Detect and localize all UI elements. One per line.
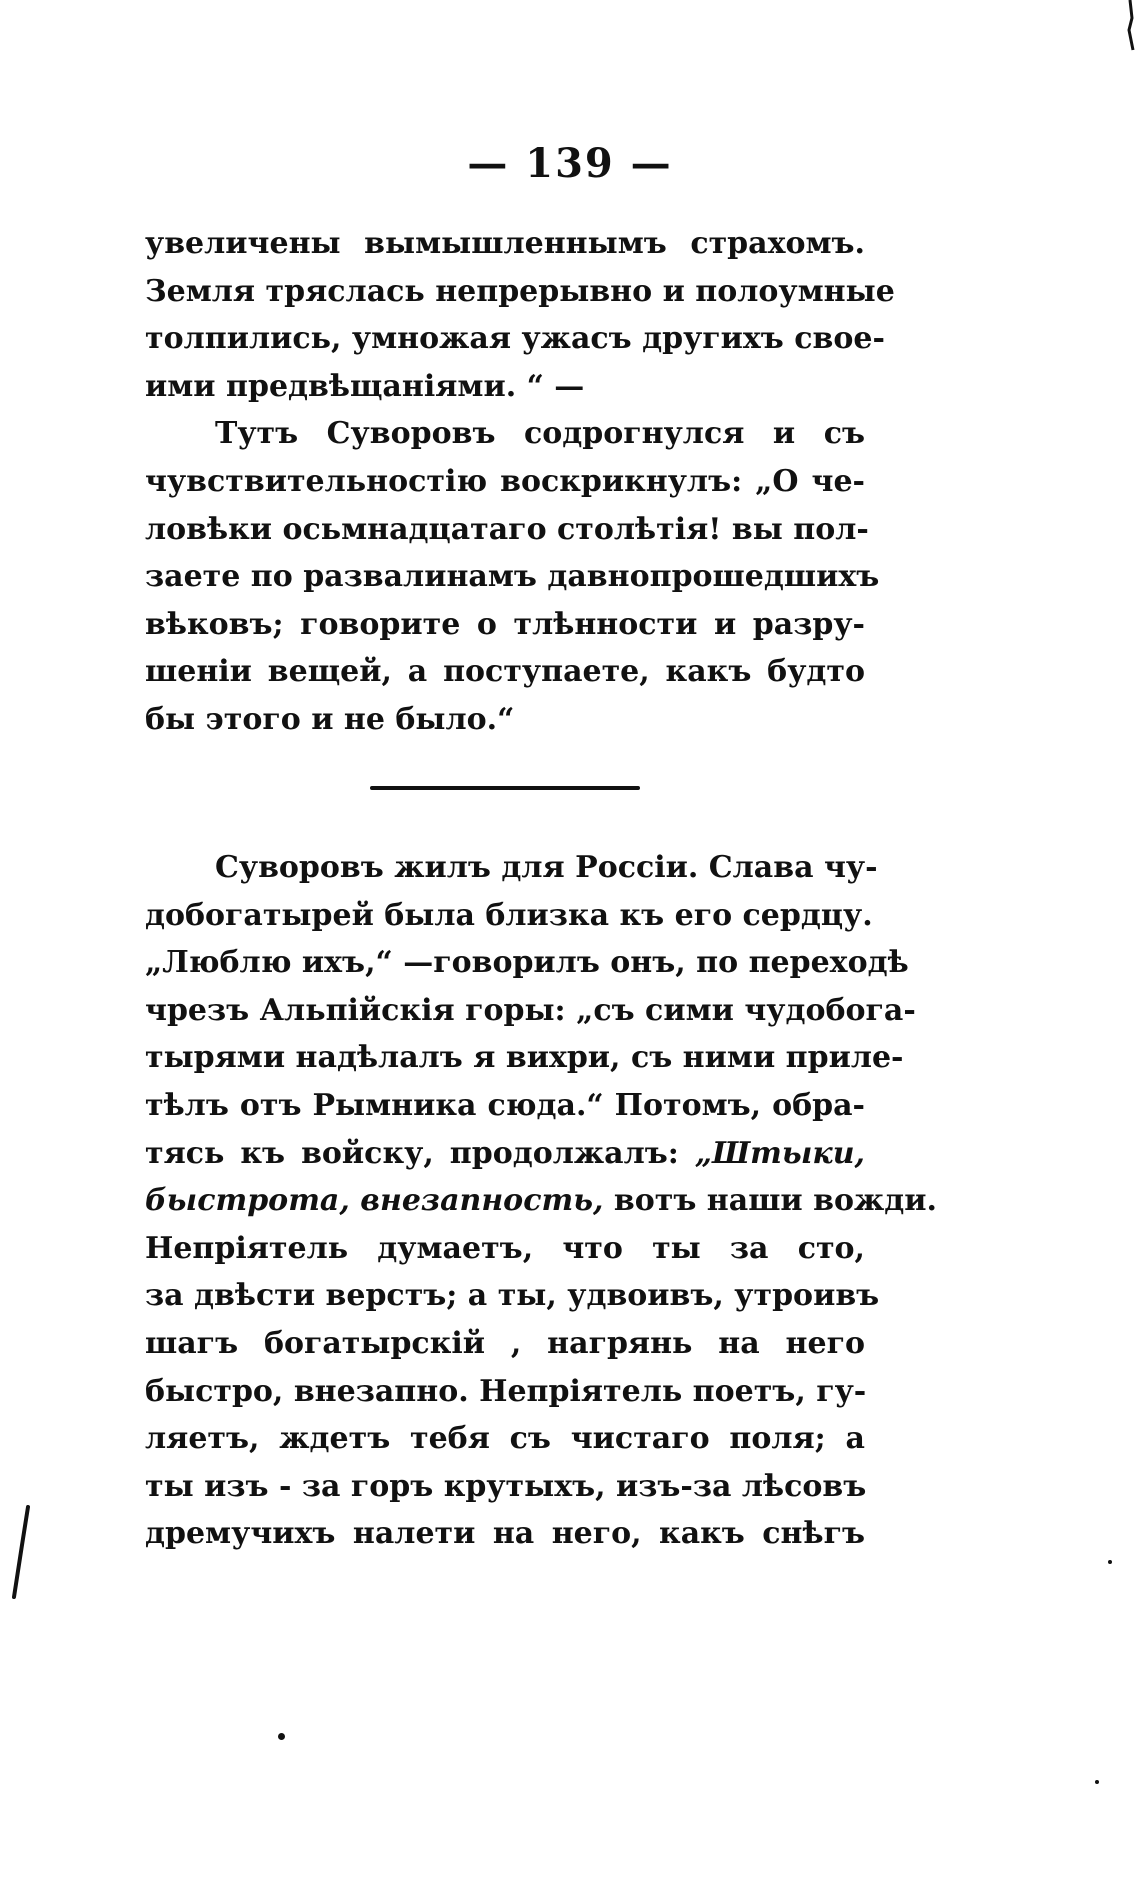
text-line: шагъ богатырскій , нагрянь на него bbox=[145, 1325, 865, 1361]
scan-edge-marks bbox=[1120, 0, 1140, 60]
text-line: увеличены вымышленнымъ страхомъ. bbox=[145, 226, 865, 261]
text-line bbox=[145, 1130, 865, 1178]
text-line: Непріятель думаетъ, что ты за сто, bbox=[145, 1230, 865, 1266]
section-divider bbox=[370, 786, 640, 790]
text-line: ляетъ, ждетъ тебя съ чистаго поля; а bbox=[145, 1421, 865, 1457]
text-line: Тутъ Суворовъ содрогнулся и съ bbox=[215, 416, 865, 452]
margin-pen-stroke bbox=[8, 1505, 32, 1600]
text-line: бы этого и не было.“ bbox=[145, 701, 515, 737]
text-line: толпились, умножая ужасъ другихъ свое- bbox=[145, 321, 885, 357]
ink-speck bbox=[1108, 1560, 1112, 1564]
text-segment: вотъ наши вожди. bbox=[613, 1183, 937, 1219]
ink-speck bbox=[1095, 1780, 1099, 1784]
italic-quote-start: „Штыки, bbox=[694, 1135, 865, 1171]
text-line: тѣлъ отъ Рымника сюда.“ Потомъ, обра- bbox=[145, 1087, 865, 1123]
text-line: тырями надѣлалъ я вихри, съ ними приле- bbox=[145, 1040, 904, 1076]
text-line: ими предвѣщаніями. “ — bbox=[145, 368, 585, 404]
text-line: вѣковъ; говорите о тлѣнности и разру- bbox=[145, 606, 865, 642]
text-line: ты изъ - за горъ крутыхъ, изъ-за лѣсовъ bbox=[145, 1468, 867, 1504]
text-segment: тясь къ войску, продолжалъ: bbox=[145, 1135, 679, 1171]
text-line: чувствительностію воскрикнулъ: „О че- bbox=[145, 463, 865, 499]
page-number: — 139 — bbox=[467, 140, 673, 187]
text-line: дремучихъ налети на него, какъ снѣгъ bbox=[145, 1516, 865, 1552]
text-line: „Люблю ихъ,“ —говорилъ онъ, по переходѣ bbox=[145, 945, 909, 981]
paragraph-new-section bbox=[145, 844, 937, 1558]
paragraph-continued bbox=[145, 220, 895, 744]
text-line: за двѣсти верстъ; а ты, удвоивъ, утроивъ bbox=[145, 1278, 880, 1314]
text-line: чрезъ Альпійскія горы: „съ сими чудобога- bbox=[145, 992, 916, 1028]
text-line: заете по развалинамъ давнопрошедшихъ bbox=[145, 559, 880, 595]
italic-phrase: быстрота, внезапность, bbox=[145, 1183, 604, 1219]
text-line: ловѣки осьмнадцатаго столѣтія! вы пол- bbox=[145, 511, 869, 547]
text-line: шеніи вещей, а поступаете, какъ будто bbox=[145, 654, 865, 690]
text-line: Суворовъ жилъ для Россіи. Слава чу- bbox=[215, 850, 878, 885]
text-line: Земля тряслась непрерывно и полоумные bbox=[145, 273, 895, 309]
text-line: быстро, внезапно. Непріятель поетъ, гу- bbox=[145, 1373, 867, 1409]
text-line bbox=[145, 1177, 937, 1225]
text-line: добогатырей была близка къ его сердцу. bbox=[145, 897, 873, 933]
ink-speck bbox=[278, 1733, 285, 1740]
